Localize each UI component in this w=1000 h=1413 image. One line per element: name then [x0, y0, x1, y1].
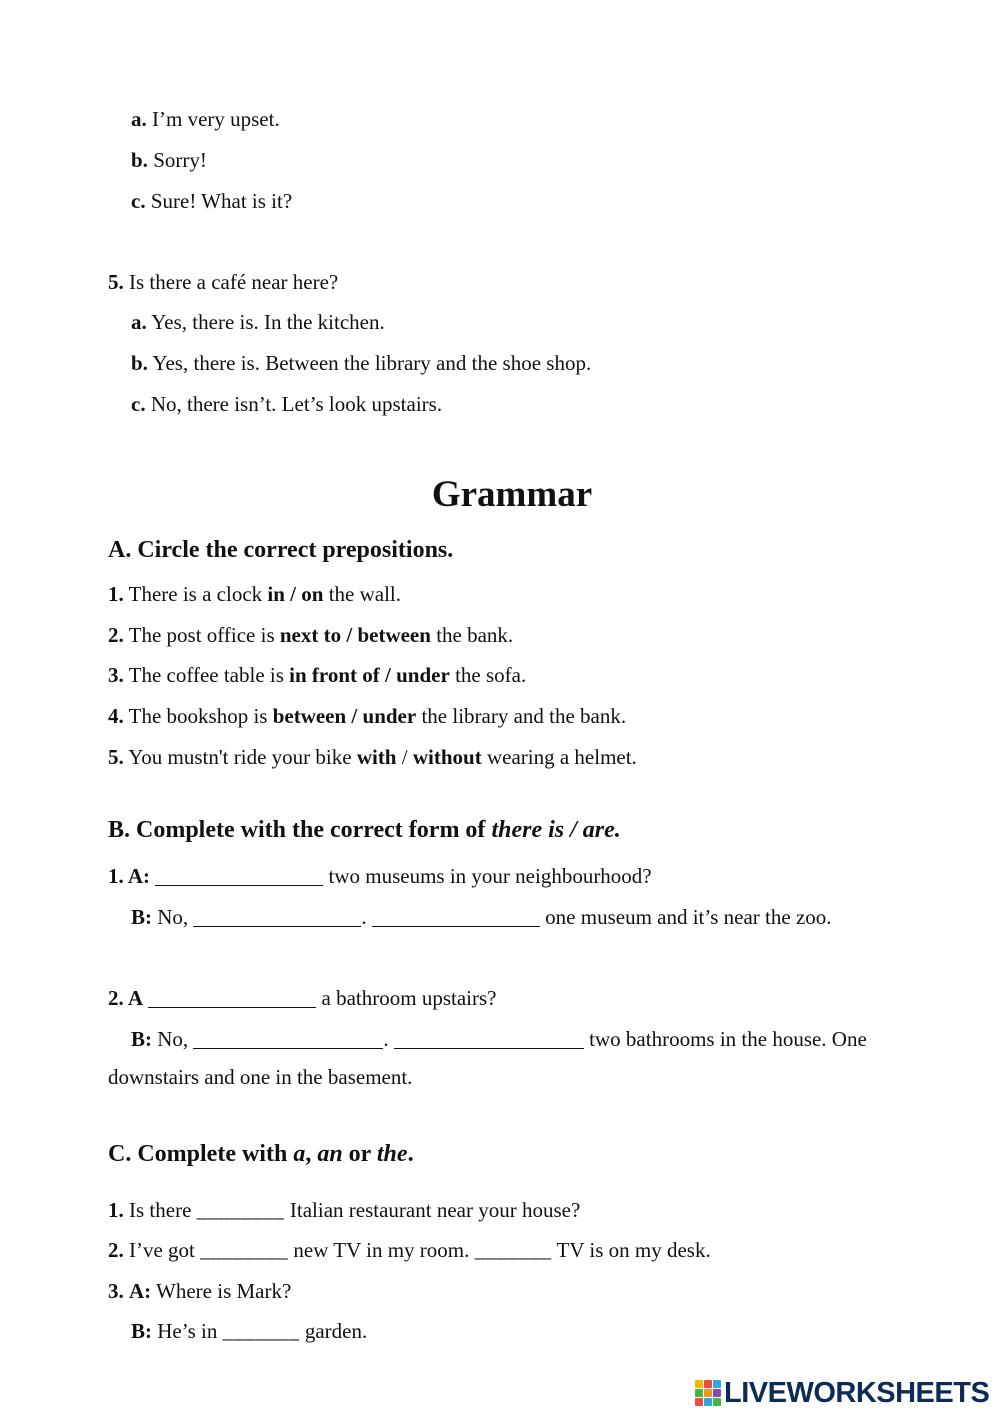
answer-blank[interactable]: _______: [474, 1238, 552, 1262]
q5-option-c: c. No, there isn’t. Let’s look upstairs.: [131, 392, 443, 416]
section-a-title: A. Circle the correct prepositions.: [108, 537, 454, 563]
section-c-item-1: 1. Is there ________ Italian restaurant near your house?: [108, 1198, 581, 1222]
section-b-d2-a: 2. A a bathroom upstairs?: [108, 986, 497, 1010]
answer-blank[interactable]: _______: [222, 1319, 300, 1343]
answer-blank[interactable]: [148, 989, 316, 1008]
answer-blank[interactable]: [193, 908, 361, 927]
q4-option-a: a. I’m very upset.: [131, 107, 280, 131]
section-c-item-3-b: B: He’s in _______ garden.: [131, 1319, 368, 1343]
q4-option-c: c. Sure! What is it?: [131, 189, 293, 213]
answer-blank[interactable]: ________: [200, 1238, 289, 1262]
section-c-title: C. Complete with a, an or the.: [108, 1141, 414, 1167]
liveworksheets-logo: [695, 1377, 989, 1409]
section-c-item-3-a: 3. A: Where is Mark?: [108, 1279, 292, 1303]
q5-question: 5. Is there a café near here?: [108, 270, 339, 294]
q5-option-a: a. Yes, there is. In the kitchen.: [131, 310, 385, 334]
answer-blank[interactable]: [394, 1030, 584, 1049]
section-a-item-1: 1. There is a clock in / on the wall.: [108, 582, 401, 606]
grammar-title: Grammar: [431, 474, 593, 515]
preposition-choice[interactable]: in front of / under: [289, 663, 450, 687]
logo-square: [704, 1398, 712, 1406]
section-b-d1-a: 1. A: two museums in your neighbourhood?: [108, 864, 652, 888]
preposition-choice-1[interactable]: with: [356, 745, 397, 769]
logo-square: [713, 1389, 721, 1397]
logo-square: [695, 1398, 703, 1406]
logo-grid-icon: [695, 1380, 721, 1406]
section-a-item-5: 5. You mustn't ride your bike with / without wearing a helmet.: [108, 745, 637, 769]
logo-square: [704, 1389, 712, 1397]
preposition-choice[interactable]: between / under: [272, 704, 417, 728]
section-b-d2-b: B: No, . two bathrooms in the house. One: [131, 1027, 867, 1051]
logo-square: [713, 1398, 721, 1406]
section-b-title: B. Complete with the correct form of there is / are.: [108, 817, 621, 843]
section-b-d2-cont: downstairs and one in the basement.: [108, 1065, 413, 1089]
preposition-choice-2[interactable]: without: [412, 745, 482, 769]
section-a-item-2: 2. The post office is next to / between the bank.: [108, 623, 514, 647]
logo-text: LIVEWORKSHEETS: [724, 1376, 990, 1409]
logo-square: [713, 1380, 721, 1388]
section-a-item-3: 3. The coffee table is in front of / under the sofa.: [108, 663, 527, 687]
logo-square: [695, 1380, 703, 1388]
section-a-item-4: 4. The bookshop is between / under the library and the bank.: [108, 704, 627, 728]
logo-square: [695, 1389, 703, 1397]
section-c-item-2: 2. I’ve got ________ new TV in my room. _______ TV is on my desk.: [108, 1238, 711, 1262]
preposition-choice[interactable]: next to / between: [279, 623, 431, 647]
logo-square: [704, 1380, 712, 1388]
answer-blank[interactable]: ________: [196, 1198, 285, 1222]
answer-blank[interactable]: [193, 1030, 383, 1049]
section-b-d1-b: B: No, . one museum and it’s near the zoo.: [131, 905, 832, 929]
preposition-choice[interactable]: in / on: [267, 582, 324, 606]
q4-option-b: b. Sorry!: [131, 148, 207, 172]
answer-blank[interactable]: [372, 908, 540, 927]
q5-option-b: b. Yes, there is. Between the library and the shoe shop.: [131, 351, 592, 375]
answer-blank[interactable]: [155, 867, 323, 886]
